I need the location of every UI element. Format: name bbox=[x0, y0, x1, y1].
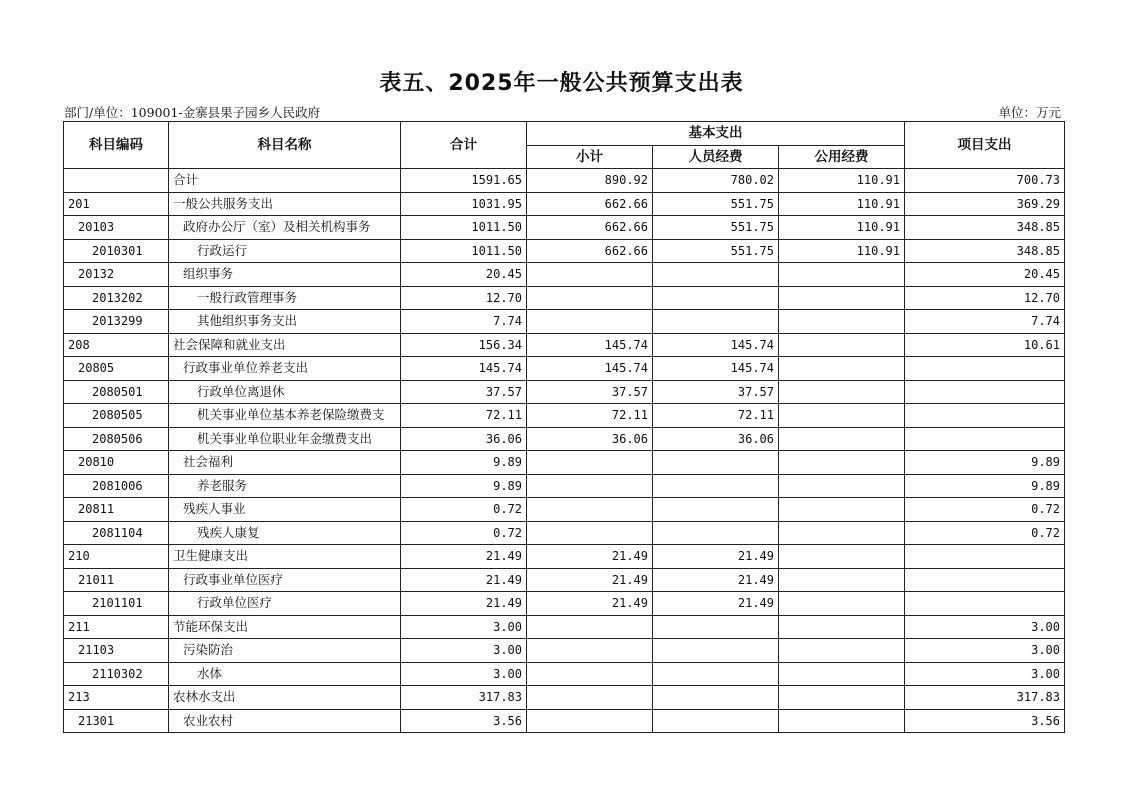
row-code-cell: 21301 bbox=[64, 709, 169, 733]
table-row bbox=[64, 239, 1065, 263]
row-name-cell: 行政事业单位医疗 bbox=[169, 568, 401, 592]
row-code-cell: 20811 bbox=[64, 498, 169, 522]
row-public-cell bbox=[779, 592, 905, 616]
row-project-cell: 9.89 bbox=[905, 474, 1065, 498]
row-public-cell: 110.91 bbox=[779, 239, 905, 263]
unit-label: 单位：万元 bbox=[998, 105, 1061, 120]
row-personnel-cell bbox=[653, 709, 779, 733]
row-total-cell: 1591.65 bbox=[401, 169, 527, 193]
row-project-cell bbox=[905, 545, 1065, 569]
row-subtotal-cell bbox=[527, 521, 653, 545]
table-row bbox=[64, 404, 1065, 428]
row-subtotal-cell: 72.11 bbox=[527, 404, 653, 428]
row-code-cell: 201 bbox=[64, 192, 169, 216]
row-name-cell: 社会保障和就业支出 bbox=[169, 333, 401, 357]
row-personnel-cell bbox=[653, 521, 779, 545]
table-row bbox=[64, 192, 1065, 216]
row-total-cell: 0.72 bbox=[401, 521, 527, 545]
row-public-cell bbox=[779, 286, 905, 310]
row-project-cell: 3.00 bbox=[905, 639, 1065, 663]
row-total-cell: 0.72 bbox=[401, 498, 527, 522]
row-personnel-cell bbox=[653, 474, 779, 498]
row-code-cell: 210 bbox=[64, 545, 169, 569]
row-project-cell: 0.72 bbox=[905, 498, 1065, 522]
header-code: 科目编码 bbox=[64, 122, 169, 169]
page-title: 表五、2025年一般公共预算支出表 bbox=[379, 71, 744, 96]
table-row bbox=[64, 615, 1065, 639]
table-row bbox=[64, 263, 1065, 287]
row-total-cell: 3.00 bbox=[401, 615, 527, 639]
row-code-cell: 208 bbox=[64, 333, 169, 357]
row-subtotal-cell: 21.49 bbox=[527, 592, 653, 616]
row-total-cell: 21.49 bbox=[401, 568, 527, 592]
row-subtotal-cell: 662.66 bbox=[527, 239, 653, 263]
row-name-cell: 卫生健康支出 bbox=[169, 545, 401, 569]
row-total-cell: 1011.50 bbox=[401, 216, 527, 240]
row-project-cell: 9.89 bbox=[905, 451, 1065, 475]
row-code-cell: 2101101 bbox=[64, 592, 169, 616]
table-row bbox=[64, 333, 1065, 357]
row-personnel-cell bbox=[653, 498, 779, 522]
row-public-cell bbox=[779, 498, 905, 522]
row-subtotal-cell bbox=[527, 263, 653, 287]
row-code-cell: 2080505 bbox=[64, 404, 169, 428]
row-project-cell: 20.45 bbox=[905, 263, 1065, 287]
row-total-cell: 9.89 bbox=[401, 451, 527, 475]
row-project-cell: 348.85 bbox=[905, 239, 1065, 263]
table-row bbox=[64, 474, 1065, 498]
row-code-cell: 2081104 bbox=[64, 521, 169, 545]
row-code-cell: 20132 bbox=[64, 263, 169, 287]
row-total-cell: 20.45 bbox=[401, 263, 527, 287]
row-subtotal-cell bbox=[527, 709, 653, 733]
row-project-cell bbox=[905, 404, 1065, 428]
row-name-cell: 污染防治 bbox=[169, 639, 401, 663]
row-subtotal-cell: 36.06 bbox=[527, 427, 653, 451]
row-personnel-cell: 21.49 bbox=[653, 592, 779, 616]
row-name-cell: 机关事业单位基本养老保险缴费支 bbox=[169, 404, 401, 428]
header-basic: 基本支出 bbox=[527, 122, 905, 146]
row-personnel-cell: 37.57 bbox=[653, 380, 779, 404]
table-row bbox=[64, 709, 1065, 733]
row-total-cell: 1011.50 bbox=[401, 239, 527, 263]
header-project: 项目支出 bbox=[905, 122, 1065, 169]
row-public-cell bbox=[779, 545, 905, 569]
row-personnel-cell: 145.74 bbox=[653, 333, 779, 357]
table-row bbox=[64, 686, 1065, 710]
row-public-cell bbox=[779, 568, 905, 592]
row-personnel-cell: 72.11 bbox=[653, 404, 779, 428]
table-row bbox=[64, 427, 1065, 451]
row-name-cell: 农林水支出 bbox=[169, 686, 401, 710]
table-row bbox=[64, 568, 1065, 592]
row-project-cell: 10.61 bbox=[905, 333, 1065, 357]
row-project-cell: 317.83 bbox=[905, 686, 1065, 710]
row-project-cell bbox=[905, 592, 1065, 616]
row-personnel-cell: 780.02 bbox=[653, 169, 779, 193]
row-subtotal-cell bbox=[527, 498, 653, 522]
row-subtotal-cell: 662.66 bbox=[527, 192, 653, 216]
row-public-cell bbox=[779, 615, 905, 639]
row-personnel-cell bbox=[653, 639, 779, 663]
row-name-cell: 水体 bbox=[169, 662, 401, 686]
row-code-cell: 21103 bbox=[64, 639, 169, 663]
row-code-cell: 2013202 bbox=[64, 286, 169, 310]
row-public-cell bbox=[779, 380, 905, 404]
row-total-cell: 37.57 bbox=[401, 380, 527, 404]
row-total-cell: 317.83 bbox=[401, 686, 527, 710]
row-personnel-cell: 551.75 bbox=[653, 239, 779, 263]
row-total-cell: 156.34 bbox=[401, 333, 527, 357]
row-project-cell: 0.72 bbox=[905, 521, 1065, 545]
row-personnel-cell bbox=[653, 263, 779, 287]
row-name-cell: 行政单位医疗 bbox=[169, 592, 401, 616]
row-public-cell bbox=[779, 333, 905, 357]
row-total-cell: 72.11 bbox=[401, 404, 527, 428]
row-public-cell bbox=[779, 427, 905, 451]
row-public-cell bbox=[779, 357, 905, 381]
row-name-cell: 农业农村 bbox=[169, 709, 401, 733]
row-public-cell bbox=[779, 404, 905, 428]
row-project-cell: 7.74 bbox=[905, 310, 1065, 334]
table-row bbox=[64, 169, 1065, 193]
table-row bbox=[64, 310, 1065, 334]
row-public-cell: 110.91 bbox=[779, 169, 905, 193]
row-public-cell bbox=[779, 474, 905, 498]
row-code-cell: 2080501 bbox=[64, 380, 169, 404]
row-code-cell: 2010301 bbox=[64, 239, 169, 263]
row-personnel-cell: 21.49 bbox=[653, 545, 779, 569]
row-subtotal-cell bbox=[527, 474, 653, 498]
row-name-cell: 合计 bbox=[169, 169, 401, 193]
row-name-cell: 其他组织事务支出 bbox=[169, 310, 401, 334]
header-subtotal: 小计 bbox=[527, 145, 653, 169]
row-name-cell: 社会福利 bbox=[169, 451, 401, 475]
row-subtotal-cell: 662.66 bbox=[527, 216, 653, 240]
table-row bbox=[64, 639, 1065, 663]
row-personnel-cell: 551.75 bbox=[653, 192, 779, 216]
row-subtotal-cell: 145.74 bbox=[527, 333, 653, 357]
row-subtotal-cell bbox=[527, 662, 653, 686]
row-code-cell: 20810 bbox=[64, 451, 169, 475]
row-subtotal-cell: 21.49 bbox=[527, 545, 653, 569]
table-row bbox=[64, 662, 1065, 686]
table-row bbox=[64, 286, 1065, 310]
row-personnel-cell bbox=[653, 286, 779, 310]
row-project-cell: 3.00 bbox=[905, 662, 1065, 686]
table-header bbox=[64, 122, 1065, 169]
row-total-cell: 1031.95 bbox=[401, 192, 527, 216]
header-name: 科目名称 bbox=[169, 122, 401, 169]
row-subtotal-cell: 890.92 bbox=[527, 169, 653, 193]
row-code-cell: 211 bbox=[64, 615, 169, 639]
row-personnel-cell bbox=[653, 615, 779, 639]
row-personnel-cell: 551.75 bbox=[653, 216, 779, 240]
row-total-cell: 21.49 bbox=[401, 592, 527, 616]
row-total-cell: 145.74 bbox=[401, 357, 527, 381]
row-total-cell: 36.06 bbox=[401, 427, 527, 451]
row-personnel-cell: 36.06 bbox=[653, 427, 779, 451]
row-subtotal-cell: 145.74 bbox=[527, 357, 653, 381]
row-public-cell bbox=[779, 310, 905, 334]
row-total-cell: 3.00 bbox=[401, 662, 527, 686]
row-code-cell: 21011 bbox=[64, 568, 169, 592]
row-project-cell bbox=[905, 380, 1065, 404]
row-name-cell: 养老服务 bbox=[169, 474, 401, 498]
row-project-cell: 700.73 bbox=[905, 169, 1065, 193]
row-personnel-cell: 145.74 bbox=[653, 357, 779, 381]
header-total: 合计 bbox=[401, 122, 527, 169]
row-public-cell bbox=[779, 451, 905, 475]
row-personnel-cell bbox=[653, 451, 779, 475]
row-personnel-cell bbox=[653, 662, 779, 686]
table-row bbox=[64, 216, 1065, 240]
row-code-cell bbox=[64, 169, 169, 193]
row-total-cell: 21.49 bbox=[401, 545, 527, 569]
table-row bbox=[64, 592, 1065, 616]
row-subtotal-cell: 21.49 bbox=[527, 568, 653, 592]
header-public: 公用经费 bbox=[779, 145, 905, 169]
row-subtotal-cell bbox=[527, 615, 653, 639]
table-body bbox=[64, 169, 1065, 733]
row-subtotal-cell bbox=[527, 639, 653, 663]
row-total-cell: 3.00 bbox=[401, 639, 527, 663]
row-name-cell: 残疾人康复 bbox=[169, 521, 401, 545]
row-public-cell bbox=[779, 639, 905, 663]
row-name-cell: 一般公共服务支出 bbox=[169, 192, 401, 216]
row-name-cell: 节能环保支出 bbox=[169, 615, 401, 639]
row-total-cell: 12.70 bbox=[401, 286, 527, 310]
row-name-cell: 残疾人事业 bbox=[169, 498, 401, 522]
row-project-cell: 3.00 bbox=[905, 615, 1065, 639]
row-name-cell: 机关事业单位职业年金缴费支出 bbox=[169, 427, 401, 451]
row-personnel-cell bbox=[653, 310, 779, 334]
row-name-cell: 行政运行 bbox=[169, 239, 401, 263]
row-code-cell: 213 bbox=[64, 686, 169, 710]
row-code-cell: 2110302 bbox=[64, 662, 169, 686]
row-name-cell: 组织事务 bbox=[169, 263, 401, 287]
table-row bbox=[64, 498, 1065, 522]
row-public-cell bbox=[779, 263, 905, 287]
row-project-cell: 348.85 bbox=[905, 216, 1065, 240]
row-total-cell: 9.89 bbox=[401, 474, 527, 498]
row-subtotal-cell: 37.57 bbox=[527, 380, 653, 404]
row-code-cell: 2013299 bbox=[64, 310, 169, 334]
row-public-cell bbox=[779, 521, 905, 545]
row-personnel-cell bbox=[653, 686, 779, 710]
row-project-cell: 3.56 bbox=[905, 709, 1065, 733]
row-public-cell bbox=[779, 662, 905, 686]
row-public-cell bbox=[779, 709, 905, 733]
row-code-cell: 2081006 bbox=[64, 474, 169, 498]
table-row bbox=[64, 357, 1065, 381]
row-total-cell: 3.56 bbox=[401, 709, 527, 733]
row-name-cell: 行政事业单位养老支出 bbox=[169, 357, 401, 381]
row-project-cell: 12.70 bbox=[905, 286, 1065, 310]
row-project-cell bbox=[905, 427, 1065, 451]
row-subtotal-cell bbox=[527, 686, 653, 710]
row-project-cell bbox=[905, 357, 1065, 381]
row-public-cell bbox=[779, 686, 905, 710]
budget-table bbox=[63, 121, 1065, 733]
row-subtotal-cell bbox=[527, 286, 653, 310]
row-subtotal-cell bbox=[527, 310, 653, 334]
row-public-cell: 110.91 bbox=[779, 192, 905, 216]
row-name-cell: 一般行政管理事务 bbox=[169, 286, 401, 310]
row-personnel-cell: 21.49 bbox=[653, 568, 779, 592]
table-row bbox=[64, 380, 1065, 404]
table-row bbox=[64, 521, 1065, 545]
header-personnel: 人员经费 bbox=[653, 145, 779, 169]
row-public-cell: 110.91 bbox=[779, 216, 905, 240]
row-code-cell: 20805 bbox=[64, 357, 169, 381]
row-project-cell: 369.29 bbox=[905, 192, 1065, 216]
table-row bbox=[64, 545, 1065, 569]
row-code-cell: 2080506 bbox=[64, 427, 169, 451]
department-label: 部门/单位：109001-金寨县果子园乡人民政府 bbox=[64, 105, 321, 120]
row-subtotal-cell bbox=[527, 451, 653, 475]
row-code-cell: 20103 bbox=[64, 216, 169, 240]
row-project-cell bbox=[905, 568, 1065, 592]
row-name-cell: 行政单位离退休 bbox=[169, 380, 401, 404]
table-row bbox=[64, 451, 1065, 475]
row-total-cell: 7.74 bbox=[401, 310, 527, 334]
row-name-cell: 政府办公厅（室）及相关机构事务 bbox=[169, 216, 401, 240]
